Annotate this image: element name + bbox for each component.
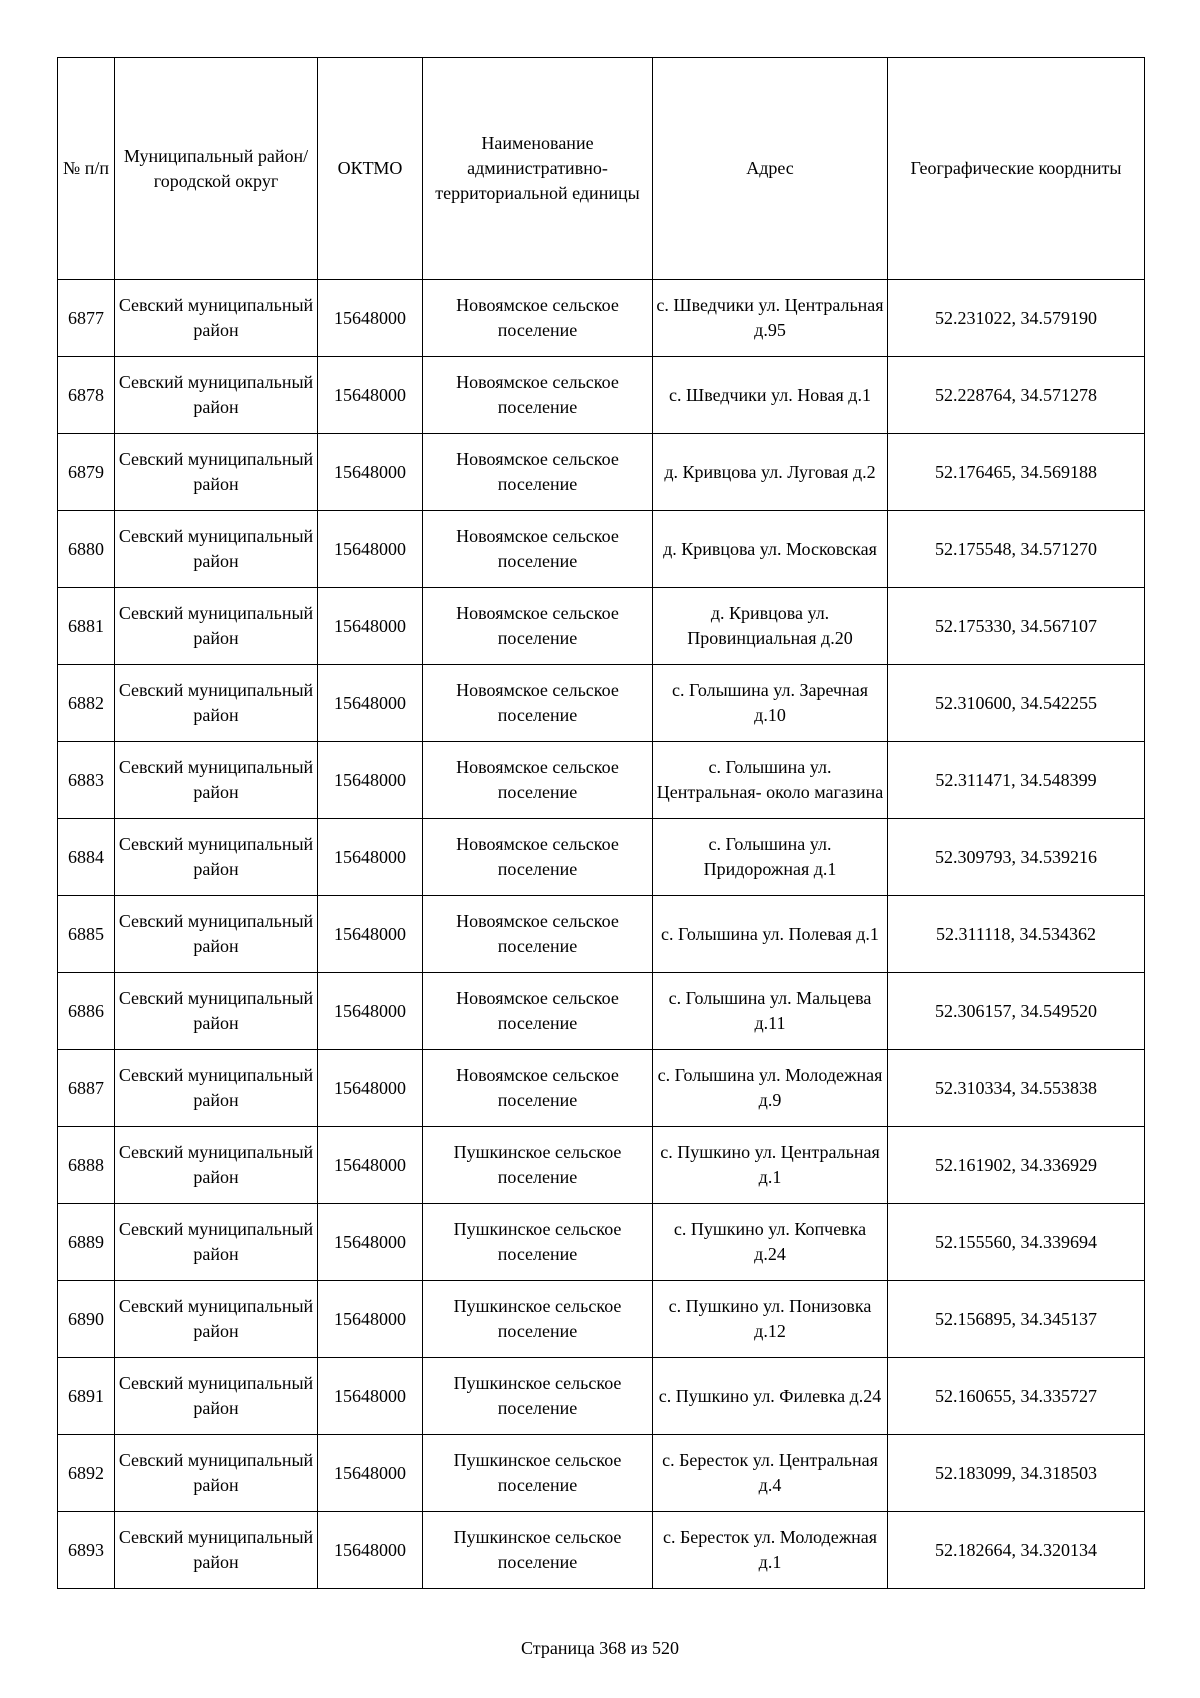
cell-district: Севский муниципальный район — [115, 896, 318, 973]
cell-admin-unit: Пушкинское сельское поселение — [423, 1127, 653, 1204]
cell-index: 6881 — [58, 588, 115, 665]
cell-oktmo: 15648000 — [318, 357, 423, 434]
cell-address: с. Шведчики ул. Центральная д.95 — [653, 280, 888, 357]
cell-oktmo: 15648000 — [318, 1127, 423, 1204]
cell-coordinates: 52.160655, 34.335727 — [888, 1358, 1145, 1435]
cell-district: Севский муниципальный район — [115, 434, 318, 511]
cell-admin-unit: Пушкинское сельское поселение — [423, 1358, 653, 1435]
cell-address: с. Шведчики ул. Новая д.1 — [653, 357, 888, 434]
cell-oktmo: 15648000 — [318, 588, 423, 665]
cell-address: с. Пушкино ул. Копчевка д.24 — [653, 1204, 888, 1281]
cell-admin-unit: Пушкинское сельское поселение — [423, 1435, 653, 1512]
cell-admin-unit: Новоямское сельское поселение — [423, 1050, 653, 1127]
cell-address: с. Голышина ул. Мальцева д.11 — [653, 973, 888, 1050]
header-district: Муниципальный район/городской округ — [115, 58, 318, 280]
table-row — [58, 1050, 1145, 1127]
table-row — [58, 1358, 1145, 1435]
cell-coordinates: 52.161902, 34.336929 — [888, 1127, 1145, 1204]
cell-coordinates: 52.183099, 34.318503 — [888, 1435, 1145, 1512]
cell-district: Севский муниципальный район — [115, 1281, 318, 1358]
cell-admin-unit: Новоямское сельское поселение — [423, 742, 653, 819]
cell-district: Севский муниципальный район — [115, 742, 318, 819]
cell-coordinates: 52.311471, 34.548399 — [888, 742, 1145, 819]
cell-oktmo: 15648000 — [318, 896, 423, 973]
cell-index: 6884 — [58, 819, 115, 896]
cell-district: Севский муниципальный район — [115, 1358, 318, 1435]
table-header — [58, 58, 1145, 280]
cell-index: 6890 — [58, 1281, 115, 1358]
registry-table — [57, 57, 1145, 1589]
cell-admin-unit: Пушкинское сельское поселение — [423, 1512, 653, 1589]
cell-district: Севский муниципальный район — [115, 280, 318, 357]
cell-address: с. Пушкино ул. Центральная д.1 — [653, 1127, 888, 1204]
table-row — [58, 280, 1145, 357]
cell-district: Севский муниципальный район — [115, 819, 318, 896]
cell-district: Севский муниципальный район — [115, 511, 318, 588]
cell-district: Севский муниципальный район — [115, 1204, 318, 1281]
cell-oktmo: 15648000 — [318, 280, 423, 357]
cell-index: 6880 — [58, 511, 115, 588]
cell-coordinates: 52.309793, 34.539216 — [888, 819, 1145, 896]
cell-coordinates: 52.155560, 34.339694 — [888, 1204, 1145, 1281]
cell-index: 6888 — [58, 1127, 115, 1204]
table-row — [58, 511, 1145, 588]
cell-oktmo: 15648000 — [318, 665, 423, 742]
cell-index: 6882 — [58, 665, 115, 742]
header-oktmo: ОКТМО — [318, 58, 423, 280]
cell-admin-unit: Новоямское сельское поселение — [423, 665, 653, 742]
cell-admin-unit: Новоямское сельское поселение — [423, 280, 653, 357]
cell-address: с. Голышина ул. Молодежная д.9 — [653, 1050, 888, 1127]
cell-coordinates: 52.156895, 34.345137 — [888, 1281, 1145, 1358]
cell-address: с. Голышина ул. Придорожная д.1 — [653, 819, 888, 896]
cell-coordinates: 52.175548, 34.571270 — [888, 511, 1145, 588]
table-row — [58, 973, 1145, 1050]
cell-oktmo: 15648000 — [318, 819, 423, 896]
header-index: № п/п — [58, 58, 115, 280]
cell-address: д. Кривцова ул. Московская — [653, 511, 888, 588]
cell-oktmo: 15648000 — [318, 1435, 423, 1512]
cell-district: Севский муниципальный район — [115, 973, 318, 1050]
cell-index: 6892 — [58, 1435, 115, 1512]
table-row — [58, 896, 1145, 973]
table-body — [58, 280, 1145, 1589]
cell-oktmo: 15648000 — [318, 1204, 423, 1281]
table-row — [58, 1204, 1145, 1281]
cell-oktmo: 15648000 — [318, 434, 423, 511]
cell-admin-unit: Новоямское сельское поселение — [423, 588, 653, 665]
table-row — [58, 1512, 1145, 1589]
cell-coordinates: 52.311118, 34.534362 — [888, 896, 1145, 973]
cell-address: д. Кривцова ул. Провинциальная д.20 — [653, 588, 888, 665]
cell-coordinates: 52.176465, 34.569188 — [888, 434, 1145, 511]
cell-index: 6878 — [58, 357, 115, 434]
cell-oktmo: 15648000 — [318, 742, 423, 819]
cell-admin-unit: Новоямское сельское поселение — [423, 511, 653, 588]
cell-oktmo: 15648000 — [318, 1281, 423, 1358]
table-row — [58, 1127, 1145, 1204]
cell-address: с. Голышина ул. Заречная д.10 — [653, 665, 888, 742]
header-address: Адрес — [653, 58, 888, 280]
cell-district: Севский муниципальный район — [115, 1512, 318, 1589]
cell-admin-unit: Новоямское сельское поселение — [423, 973, 653, 1050]
cell-address: с. Пушкино ул. Филевка д.24 — [653, 1358, 888, 1435]
cell-admin-unit: Новоямское сельское поселение — [423, 357, 653, 434]
cell-oktmo: 15648000 — [318, 1358, 423, 1435]
cell-index: 6893 — [58, 1512, 115, 1589]
cell-index: 6887 — [58, 1050, 115, 1127]
cell-coordinates: 52.310334, 34.553838 — [888, 1050, 1145, 1127]
header-admin-unit: Наименование административно-территориальной единицы — [423, 58, 653, 280]
cell-admin-unit: Новоямское сельское поселение — [423, 819, 653, 896]
cell-admin-unit: Новоямское сельское поселение — [423, 434, 653, 511]
cell-district: Севский муниципальный район — [115, 588, 318, 665]
cell-district: Севский муниципальный район — [115, 665, 318, 742]
cell-coordinates: 52.175330, 34.567107 — [888, 588, 1145, 665]
cell-index: 6877 — [58, 280, 115, 357]
header-row — [58, 58, 1145, 280]
cell-index: 6889 — [58, 1204, 115, 1281]
cell-district: Севский муниципальный район — [115, 1435, 318, 1512]
page-number: Страница 368 из 520 — [521, 1638, 679, 1658]
cell-index: 6885 — [58, 896, 115, 973]
table-row — [58, 1281, 1145, 1358]
table-row — [58, 742, 1145, 819]
cell-address: с. Голышина ул. Центральная- около магазина — [653, 742, 888, 819]
cell-index: 6883 — [58, 742, 115, 819]
table-row — [58, 665, 1145, 742]
cell-coordinates: 52.231022, 34.579190 — [888, 280, 1145, 357]
cell-coordinates: 52.306157, 34.549520 — [888, 973, 1145, 1050]
cell-address: с. Бересток ул. Центральная д.4 — [653, 1435, 888, 1512]
document-page — [57, 57, 1144, 1589]
cell-admin-unit: Новоямское сельское поселение — [423, 896, 653, 973]
table-row — [58, 819, 1145, 896]
cell-address: с. Бересток ул. Молодежная д.1 — [653, 1512, 888, 1589]
cell-oktmo: 15648000 — [318, 1512, 423, 1589]
cell-district: Севский муниципальный район — [115, 357, 318, 434]
header-coordinates: Географические коордниты — [888, 58, 1145, 280]
cell-oktmo: 15648000 — [318, 1050, 423, 1127]
cell-district: Севский муниципальный район — [115, 1127, 318, 1204]
cell-address: с. Голышина ул. Полевая д.1 — [653, 896, 888, 973]
cell-address: с. Пушкино ул. Понизовка д.12 — [653, 1281, 888, 1358]
table-row — [58, 588, 1145, 665]
table-row — [58, 357, 1145, 434]
cell-coordinates: 52.228764, 34.571278 — [888, 357, 1145, 434]
cell-index: 6879 — [58, 434, 115, 511]
table-row — [58, 434, 1145, 511]
cell-address: д. Кривцова ул. Луговая д.2 — [653, 434, 888, 511]
cell-oktmo: 15648000 — [318, 973, 423, 1050]
cell-oktmo: 15648000 — [318, 511, 423, 588]
cell-district: Севский муниципальный район — [115, 1050, 318, 1127]
cell-index: 6886 — [58, 973, 115, 1050]
cell-coordinates: 52.182664, 34.320134 — [888, 1512, 1145, 1589]
cell-coordinates: 52.310600, 34.542255 — [888, 665, 1145, 742]
cell-index: 6891 — [58, 1358, 115, 1435]
table-row — [58, 1435, 1145, 1512]
cell-admin-unit: Пушкинское сельское поселение — [423, 1281, 653, 1358]
cell-admin-unit: Пушкинское сельское поселение — [423, 1204, 653, 1281]
